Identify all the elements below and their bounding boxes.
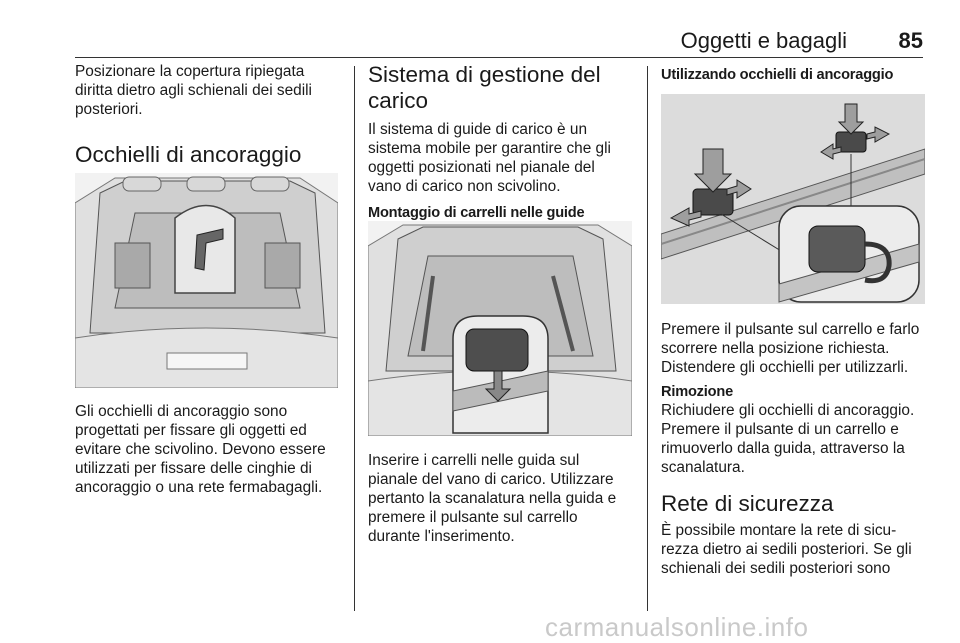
intro-line: oggetti posizionati nel pianale del xyxy=(368,159,595,176)
body-line: Gli occhielli di ancoraggio sono xyxy=(75,403,288,420)
page-header xyxy=(75,28,923,56)
intro-line: vano di carico non scivolino. xyxy=(368,178,561,195)
body-line: pianale del vano di carico. Utilizzare xyxy=(368,471,614,488)
body-line: Premere il pulsante di un carrello e xyxy=(661,421,899,438)
intro-line: posteriori. xyxy=(75,101,143,118)
body-line: Premere il pulsante sul carrello e farlo xyxy=(661,321,920,338)
body-line: Distendere gli occhielli per utilizzarli. xyxy=(661,359,909,376)
column-2-body xyxy=(368,451,636,546)
body-line: rimuoverlo dalla guida, attraverso la xyxy=(661,440,905,457)
column-3 xyxy=(661,66,931,84)
subheading-utilizzando: Utilizzando occhielli di ancoraggio xyxy=(661,67,894,83)
heading-rete: Rete di sicurezza xyxy=(661,491,834,516)
column-divider-1 xyxy=(354,66,355,611)
subheading-montaggio: Montaggio di carrelli nelle guide xyxy=(368,205,585,221)
heading-occhielli: Occhielli di ancoraggio xyxy=(75,142,302,167)
body-line: scorrere nella posizione richiesta. xyxy=(661,340,890,357)
body-line: schienali dei sedili posteriori sono xyxy=(661,560,891,577)
body-line: pertanto la scanalatura nella guida e xyxy=(368,490,617,507)
intro-line: sistema mobile per garantire che gli xyxy=(368,140,611,157)
body-line: premere il pulsante sul carrello xyxy=(368,509,578,526)
watermark: carmanualsonline.info xyxy=(545,612,809,642)
body-line: Inserire i carrelli nelle guida sul xyxy=(368,452,580,469)
column-3-body xyxy=(661,320,933,578)
cargo-rail-installation-illustration xyxy=(368,221,632,436)
body-line: È possibile montare la rete di sicu- xyxy=(661,522,897,539)
body-line: Richiudere gli occhielli di ancoraggio. xyxy=(661,402,915,419)
column-1-body xyxy=(75,402,343,497)
intro-line: Posizionare la copertura ripiegata xyxy=(75,63,305,80)
intro-line: diritta dietro agli schienali dei sedili xyxy=(75,82,312,99)
body-line: rezza dietro ai sedili posteriori. Se gli xyxy=(661,541,912,558)
page-number: 85 xyxy=(898,28,923,53)
subheading-rimozione: Rimozione xyxy=(661,384,733,400)
heading-sistema-line: carico xyxy=(368,88,429,113)
column-2 xyxy=(368,62,636,222)
body-line: durante l'inserimento. xyxy=(368,528,515,545)
body-line: scanalatura. xyxy=(661,459,745,476)
column-divider-2 xyxy=(647,66,648,611)
body-line: utilizzati per fissare delle cinghie di xyxy=(75,460,312,477)
column-1 xyxy=(75,62,343,119)
body-line: ancoraggio o una rete fermabagagli. xyxy=(75,479,323,496)
body-line: evitare che scivolino. Devono essere xyxy=(75,441,326,458)
section-title: Oggetti e bagagli xyxy=(680,28,847,53)
heading-sistema-line: Sistema di gestione del xyxy=(368,62,601,87)
body-line: progettati per fissare gli oggetti ed xyxy=(75,422,307,439)
header-divider xyxy=(75,57,923,58)
anchor-eye-usage-illustration xyxy=(661,94,925,304)
trunk-anchor-eye-illustration xyxy=(75,173,338,388)
intro-line: Il sistema di guide di carico è un xyxy=(368,121,588,138)
